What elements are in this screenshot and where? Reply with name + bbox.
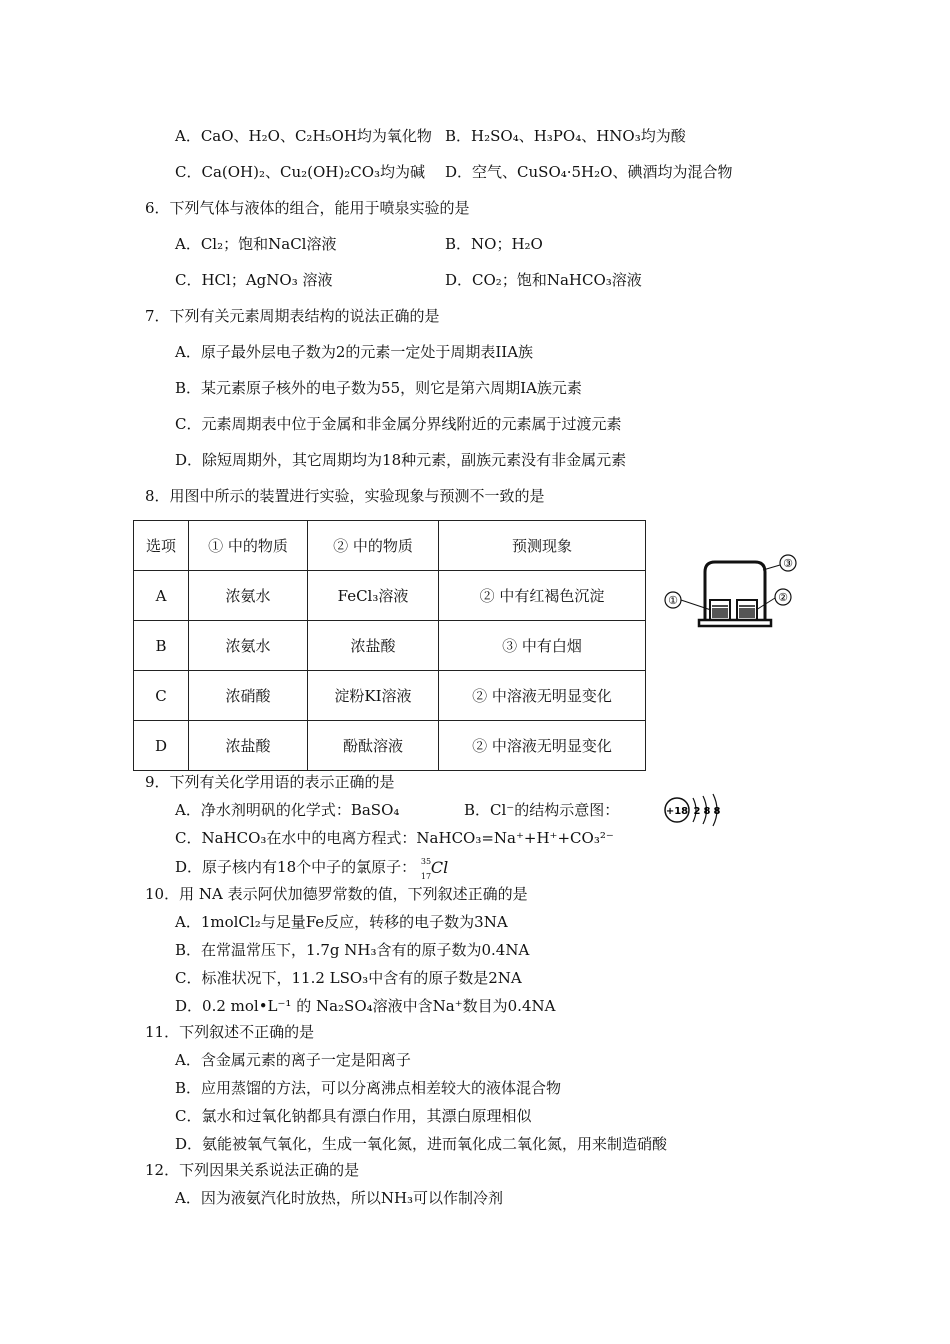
table-cell: 浓盐酸	[308, 621, 439, 671]
isotope-symbol: Cl	[430, 858, 449, 877]
q8-stem: 8．用图中所示的装置进行实验，实验现象与预测不一致的是	[145, 487, 545, 505]
q7-option-a: A．原子最外层电子数为2的元素一定处于周期表IIA族	[175, 343, 534, 361]
q11-stem: 11．下列叙述不正确的是	[145, 1023, 315, 1041]
q7-option-b: B．某元素原子核外的电子数为55，则它是第六周期IA族元素	[175, 379, 582, 397]
table-cell: 浓氨水	[189, 571, 308, 621]
table-cell: D	[134, 721, 189, 771]
q12-option-a: A．因为液氨汽化时放热，所以NH₃可以作制冷剂	[175, 1189, 504, 1207]
header-cell: ① 中的物质	[189, 521, 308, 571]
q8-table	[133, 520, 646, 771]
q9-option-a: A．净水剂明矾的化学式：BaSO₄	[175, 801, 400, 819]
table-cell: ③ 中有白烟	[439, 621, 646, 671]
table-cell: 酚酞溶液	[308, 721, 439, 771]
table-cell: 淀粉KI溶液	[308, 671, 439, 721]
table-cell: 浓氨水	[189, 621, 308, 671]
header-cell: 选项	[134, 521, 189, 571]
q6-option-b: B．NO；H₂O	[445, 235, 543, 253]
q10-option-c: C．标准状况下，11.2 LSO₃中含有的原子数是2NA	[175, 969, 522, 987]
q5-option-b: B．H₂SO₄、H₃PO₄、HNO₃均为酸	[445, 127, 686, 145]
label-3: ③	[783, 557, 793, 570]
q6-stem: 6．下列气体与液体的组合，能用于喷泉实验的是	[145, 199, 470, 217]
q9-option-b: B．Cl⁻的结构示意图：	[464, 801, 620, 819]
isotope-mass-number: 35	[420, 857, 432, 866]
isotope-atomic-number: 17	[420, 872, 432, 881]
table-row	[134, 671, 646, 721]
q10-option-d: D．0.2 mol•L⁻¹ 的 Na₂SO₄溶液中含Na⁺数目为0.4NA	[175, 997, 556, 1015]
q10-option-b: B．在常温常压下，1.7g NH₃含有的原子数为0.4NA	[175, 941, 530, 959]
q10-option-a: A．1molCl₂与足量Fe反应，转移的电子数为3NA	[175, 913, 508, 931]
shell-1-count: 2	[693, 806, 701, 817]
q10-stem: 10．用 NA 表示阿伏加德罗常数的值，下列叙述正确的是	[145, 885, 528, 903]
table-cell: ② 中溶液无明显变化	[439, 721, 646, 771]
header-cell: 预测现象	[439, 521, 646, 571]
label-2: ②	[778, 591, 788, 604]
chlorine-isotope-notation	[420, 857, 457, 881]
nucleus-charge: +18	[665, 806, 689, 817]
q6-option-c: C．HCl；AgNO₃ 溶液	[175, 271, 333, 289]
table-cell: FeCl₃溶液	[308, 571, 439, 621]
q6-option-d: D．CO₂；饱和NaHCO₃溶液	[445, 271, 642, 289]
table-cell: ② 中有红褐色沉淀	[439, 571, 646, 621]
q11-option-c: C．氯水和过氧化钠都具有漂白作用，其漂白原理相似	[175, 1107, 532, 1125]
q9-option-d-row	[175, 857, 457, 881]
table-cell: 浓硝酸	[189, 671, 308, 721]
table-cell: B	[134, 621, 189, 671]
q7-option-d: D．除短周期外，其它周期均为18种元素，副族元素没有非金属元素	[175, 451, 627, 469]
shell-3-count: 8	[713, 806, 721, 817]
q11-option-b: B．应用蒸馏的方法，可以分离沸点相差较大的液体混合物	[175, 1079, 562, 1097]
table-row	[134, 571, 646, 621]
table-cell: 浓盐酸	[189, 721, 308, 771]
q7-option-c: C．元素周期表中位于金属和非金属分界线附近的元素属于过渡元素	[175, 415, 622, 433]
q6-option-a: A．Cl₂；饱和NaCl溶液	[175, 235, 337, 253]
chloride-ion-structure-diagram	[663, 792, 727, 828]
q11-option-a: A．含金属元素的离子一定是阳离子	[175, 1051, 411, 1069]
table-row	[134, 721, 646, 771]
apparatus-diagram	[655, 550, 805, 640]
q9-option-c: C．NaHCO₃在水中的电离方程式：NaHCO₃=Na⁺+H⁺+CO₃²⁻	[175, 829, 614, 847]
table-cell: ② 中溶液无明显变化	[439, 671, 646, 721]
q12-stem: 12．下列因果关系说法正确的是	[145, 1161, 360, 1179]
q11-option-d: D．氨能被氧气氧化，生成一氧化氮，进而氧化成二氧化氮，用来制造硝酸	[175, 1135, 668, 1153]
table-cell: A	[134, 571, 189, 621]
label-1: ①	[668, 594, 678, 607]
q5-option-a: A．CaO、H₂O、C₂H₅OH均为氧化物	[175, 127, 432, 145]
q9-option-d: D．原子核内有18个中子的氯原子：	[175, 858, 417, 876]
shell-2-count: 8	[703, 806, 711, 817]
q7-stem: 7．下列有关元素周期表结构的说法正确的是	[145, 307, 440, 325]
table-header-row	[134, 521, 646, 571]
q9-stem: 9．下列有关化学用语的表示正确的是	[145, 773, 395, 791]
table-cell: C	[134, 671, 189, 721]
header-cell: ② 中的物质	[308, 521, 439, 571]
q5-option-c: C．Ca(OH)₂、Cu₂(OH)₂CO₃均为碱	[175, 163, 426, 181]
q5-option-d: D．空气、CuSO₄·5H₂O、碘酒均为混合物	[445, 163, 733, 181]
table-row	[134, 621, 646, 671]
